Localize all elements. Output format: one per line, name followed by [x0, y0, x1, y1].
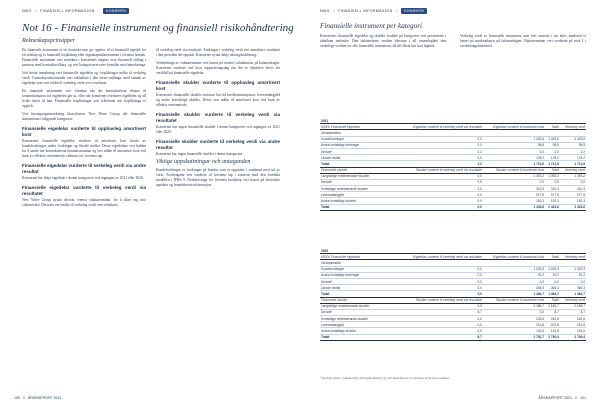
table-cell: 2 433,6 [545, 204, 560, 210]
table-cell: 2 790,4 [560, 334, 586, 340]
table-cell: 0,0 [400, 155, 483, 161]
table-cell: 2,2 [400, 161, 483, 167]
table-cell: 242,6 [545, 316, 560, 322]
right-intro-2: Verkeleg verdi av finansielle instrument som vert omsette i ein aktiv marknad er basert på marknadspris på balansedagen. Valutaterminar vert verdsette på nivå 2 i verdsettingshierarkiet. [460, 34, 586, 48]
table-cell: Derivat* [320, 309, 400, 315]
table-cell: 577,8 [545, 192, 560, 198]
table-cell: 1 433,6 [483, 136, 545, 142]
table-cell: Skulder vurderte til verkeleg verdi via resultatet [400, 167, 483, 173]
table-cell: 0,0 [400, 322, 483, 328]
table-cell: 178,2 [483, 155, 545, 161]
table-cell: Skulder vurderte til amortisert kost [483, 167, 545, 173]
table-cell: 2 433,6 [483, 204, 545, 210]
table-cell: 0,0 [560, 278, 586, 284]
table-cell: 98,8 [560, 142, 586, 148]
table-cell: 0,0 [483, 309, 545, 315]
table-cell: 0,0 [400, 328, 483, 334]
table-cell: 98,8 [483, 142, 545, 148]
table-cell: Leverandørgjeld [320, 322, 400, 328]
table-cell: 8,7 [545, 309, 560, 315]
page-number-right: 101 [580, 396, 586, 400]
table-cell: 152,3 [545, 198, 560, 204]
paragraph: Eit finansielt instrument vert frårekna når dei kontraktsfesta rettane til kontantstraumar frå eigedelen går ut, eller når konsernet overfører eigedelen og all risiko knytt til han. Finansielle forpliktingar vert fråreknna når forpliktinga er oppfylt. [22, 89, 146, 108]
table-cell: 8,7 [400, 334, 483, 340]
paragraph: Konsernet har ikkje eigedelar i denne kategorien ved utgangen av 2021 eller 2020. [22, 176, 144, 180]
table-cell: Verkeleg verdi [560, 124, 586, 130]
table-cell: 2 433,6 [560, 204, 586, 210]
left-column-2 [156, 48, 280, 191]
heading: Finansielle eigedelar vurderte til opphavleg amortisert kost [22, 126, 146, 137]
table-cell: Totalt [320, 334, 400, 340]
table-cell: 0,0 [400, 198, 483, 204]
table-cell: Omløpsmidlar [320, 130, 400, 136]
table-cell: 0,0 [400, 173, 483, 179]
table-cell: Verkeleg verdi [560, 297, 586, 303]
table-cell: 364,3 [483, 285, 545, 291]
table-cell: 2 790,4 [545, 334, 560, 340]
heading: Finansielle skulder vurderte til verkeleg verdi via andre resultat [156, 139, 280, 150]
table-cell: Kortsiktige rentebærande skulder [320, 316, 400, 322]
table-cell: 0,0 [483, 179, 545, 185]
table-cell: 242,6 [483, 316, 545, 322]
table-cell: 91,2 [545, 272, 560, 278]
paragraph: Konsernets finansielle eigedelar vurderte til amortisert kost består av kundefordringar, andre fordringar og likvide midlar. Desse eigedelane vert haldne for å samle inn kontraktsfesta kontantstraumar og vert målte til amortisert kost ved bruk av effektiv rentemetode, redusert for forventa tap. [22, 139, 146, 158]
table-cell: 1 029,3 [483, 266, 545, 272]
table-cell: Kundefordringar [320, 266, 400, 272]
table-cell: 0,0 [400, 291, 483, 297]
table-cell: 0,0 [400, 266, 483, 272]
table-cell: Andre kortsiktige skulder [320, 198, 400, 204]
table-cell: 364,3 [545, 285, 560, 291]
paragraph: Konsernet har ingen finansielle skulder i denne kategorien. [156, 152, 244, 156]
table-cell: Skulder vurderte til amortisert kost [483, 297, 545, 303]
table-cell: 1 433,6 [545, 136, 560, 142]
table-cell: 0,0 [560, 179, 586, 185]
table-cell: 1 710,6 [483, 161, 545, 167]
table-row [320, 334, 586, 340]
table-cell: Verkeleg verdi [560, 254, 586, 260]
table-2020 [320, 248, 586, 341]
table-cell: Totalt [545, 297, 560, 303]
table-cell: 0,0 [400, 186, 483, 192]
table-cell: 1 029,3 [560, 266, 586, 272]
table-cell: 152,3 [483, 198, 545, 204]
table-cell: 577,8 [483, 192, 545, 198]
header-section: FINANSIELL INFORMASJON [40, 9, 95, 13]
paragraph: Verdsettinga av valutaterminar vert basert på noterte valutakursar på balansedagen. Konsernet vurderer ved kvar rapporteringsdag om det er objektive bevis for verdifall på finansielle eigedelar. [156, 61, 280, 75]
table-cell: 131,6 [545, 328, 560, 334]
table-cell: 310,3 [483, 186, 545, 192]
table-cell: 2 185,7 [560, 303, 586, 309]
table-cell: 0,0 [545, 179, 560, 185]
table-cell: Likvide midlar [320, 285, 400, 291]
table-cell: 98,8 [545, 142, 560, 148]
page-header: NWG // FINANSIELL INFORMASJON // KONSERN [22, 8, 129, 14]
table-cell: 221,8 [545, 322, 560, 328]
right-intro-1: Konsernets finansielle eigedelar og skulder fordelte på kategoriar vert presenterte i tabellane nedanfor. Den balanseførte verdien tilsvarar i all vesentlegheit den verkelege verdien for alle finansielle instrument, då dei fleste har kort løpetid. [320, 34, 446, 48]
table-cell: 0,0 [400, 192, 483, 198]
table-cell: 91,2 [560, 272, 586, 278]
table-cell: 0,0 [545, 278, 560, 284]
heading: Finansielle eigedelar vurderte til verkeleg verdi via andre resultat [22, 163, 146, 174]
table-cell: 577,8 [560, 192, 586, 198]
table-cell: 0,0 [400, 278, 483, 284]
left-column-1 [22, 48, 146, 211]
page-subtitle: Rekneskapsprinsipper [22, 38, 75, 44]
table-cell: 1 393,2 [545, 173, 560, 179]
table-year: 2020 [320, 248, 586, 254]
table-cell: 152,3 [560, 198, 586, 204]
table-cell: 1 484,7 [560, 291, 586, 297]
table-cell: 0,0 [400, 136, 483, 142]
table-row [320, 204, 586, 210]
table-cell: Totalt [320, 204, 400, 210]
table-cell: Totalt [545, 124, 560, 130]
table-cell: Derivat* [320, 179, 400, 185]
paragraph: Eit finansielt instrument er eit kontrakt som gir opphav til ei finansiell eigedel for eit selskap og ei finansiell forplikting eller eigenkapitalinstrument i eit anna føretak. Finansielle instrument vert innrekna i konsernets rapport over finansiell stilling i samsvar med kontraktsvilkåra, og vert kategoriserte etter formålet med innrekninga. [22, 48, 146, 67]
table-cell: Andre kortsiktige fordringar [320, 142, 400, 148]
table-cell: Eigedelar vurderte til amortisert kost [483, 254, 545, 260]
table-cell: 0,0 [400, 142, 483, 148]
table-cell: 310,3 [545, 186, 560, 192]
table-cell: 2,2 [560, 148, 586, 154]
table-cell: Eigedelar vurderte til amortisert kost [483, 124, 545, 130]
table-cell: Andre kortsiktige skulder [320, 328, 400, 334]
table-cell: Finansielle skulder [320, 167, 400, 173]
paragraph: Ved førstegongsinnrekning klassifiserar New Wave Group dei finansielle instrumenta i følgjande kategoriar: [22, 112, 146, 121]
table-cell: 1 393,2 [560, 173, 586, 179]
header-sub: KONSERN [103, 8, 129, 14]
table-cell: 1 393,2 [483, 173, 545, 179]
table-cell: 0,0 [400, 303, 483, 309]
table-cell: 91,2 [483, 272, 545, 278]
page-title: Not 16 - Finansielle instrument og finansiell risikohåndtering [22, 22, 294, 34]
table-cell: 1 712,8 [560, 161, 586, 167]
table-cell: 242,6 [560, 316, 586, 322]
table-cell: 0,0 [483, 278, 545, 284]
table-cell: 1 029,3 [545, 266, 560, 272]
table-cell: 131,6 [483, 328, 545, 334]
table-cell: Derivat* [320, 148, 400, 154]
table-cell: 1 712,8 [545, 161, 560, 167]
table-year: 2021 [320, 118, 586, 124]
table-cell: 310,3 [560, 186, 586, 192]
table-cell: 364,3 [560, 285, 586, 291]
table-cell: MSEK Finansielle eigedelar [320, 254, 400, 260]
table-cell: 8,7 [400, 309, 483, 315]
table-cell: 221,8 [560, 322, 586, 328]
table-cell: 2 185,7 [483, 303, 545, 309]
table-cell: Omløpsmidlar [320, 260, 400, 266]
heading: Finansielle skulder vurderte til verkeleg verdi via resultatet [156, 112, 280, 123]
heading: Finansielle eigedelar vurderte til verkeleg verdi via resultatet [22, 185, 146, 196]
table-cell: 0,0 [400, 179, 483, 185]
table-cell: 0,0 [400, 316, 483, 322]
table-cell: Skulder vurderte til verkeleg verdi via resultatet [400, 297, 483, 303]
table-cell: 221,8 [483, 322, 545, 328]
table-cell: Totalt [545, 167, 560, 173]
table-cell: Totalt [320, 291, 400, 297]
heading: Viktige uppskattningar och antaganden [156, 159, 251, 165]
table-cell: Likvide midlar [320, 155, 400, 161]
table-cell: 2 185,7 [545, 303, 560, 309]
table-cell: Eigedelar vurderte til verkeleg verdi via resultatet [400, 124, 483, 130]
table-cell: Derivat* [320, 278, 400, 284]
table-cell: Langsiktige rentebærande skulder [320, 173, 400, 179]
table-cell: Totalt [320, 161, 400, 167]
page-header-right: NWG // FINANSIELL INFORMASJON // KONSERN [320, 8, 427, 14]
table-cell: 0,0 [400, 204, 483, 210]
table-cell: Totalt [545, 254, 560, 260]
table-cell: 2 781,7 [483, 334, 545, 340]
right-page [300, 0, 600, 407]
table-cell: 1 484,7 [545, 291, 560, 297]
table-cell: Eigedelar vurderte til verkeleg verdi via resultatet [400, 254, 483, 260]
table-cell: 2,2 [545, 148, 560, 154]
table-cell: Kundefordringar [320, 136, 400, 142]
table-cell: 8,7 [560, 309, 586, 315]
table-cell: Andre kortsiktige fordringar [320, 272, 400, 278]
table-cell: 0,0 [400, 285, 483, 291]
table-cell: 178,2 [560, 155, 586, 161]
footer-left: 100 // ÅRSRAPPORT 2021 [14, 396, 62, 400]
paragraph: Konsernet har ingen finansielle skulder i denne kategorien ved utgangen av 2021 eller 2020. [156, 125, 280, 134]
header-org: NWG [22, 9, 32, 13]
paragraph: New Wave Group nyttar derivat, fremst valutaterminar, for å sikre seg mot valutarisiko. Derivata vert målte til verkeleg verdi over resultatet. [22, 198, 146, 207]
table-cell: Langsiktige rentebærande skulder [320, 303, 400, 309]
table-2021 [320, 118, 586, 211]
table-cell: 1 433,6 [560, 136, 586, 142]
paragraph: til verkeleg verdi via resultatet. Endringar i verkeleg verdi vert innrekna i resultatet i den perioden dei oppstår. Konsernet nyttar ikkje sikringsbokføring. [156, 48, 280, 57]
table-footnote: * Derivat nyttar i praksis ikkje sikringsbokføring og vert klassifiserte til verkeleg verdi via resultatet. [320, 376, 450, 380]
table-cell: 131,6 [560, 328, 586, 334]
table-cell: Kortsiktige rentebærande skulder [320, 186, 400, 192]
table-cell: Verkeleg verdi [560, 167, 586, 173]
footer-right: ÅRSRAPPORT 2021 // 101 [538, 396, 586, 400]
table-cell: 0,0 [400, 272, 483, 278]
table-cell: Finansielle skulder [320, 297, 400, 303]
table-cell: 178,2 [545, 155, 560, 161]
table-cell: 2,2 [400, 148, 483, 154]
page-number: 100 [14, 396, 20, 400]
report-name: ÅRSRAPPORT 2021 [28, 396, 62, 400]
table-cell: 1 484,7 [483, 291, 545, 297]
table-cell: MSEK Finansielle eigedelar [320, 124, 400, 130]
paragraph: Konsernets finansielle skulder omfattar lån frå kredittinstitusjonar, leverandørgjeld og andre kortsiktige skulder. Desse vert målte til amortisert kost ved bruk av effektiv rentemetode. [156, 93, 280, 107]
paragraph: Kundefordringar er fordringar på kundar som er oppståtte i samband med sal av varer. Fordringane vert vurderte til forventa tap i samsvar med den forenkla modellen i IFRS 9. Nedskrivinga for forventa kredittap vert basert på historiske tapsdata og framtidsretta informasjon. [156, 168, 280, 187]
section-title: Finansielle instrument per kategori [320, 22, 423, 30]
table-cell: 0,0 [483, 148, 545, 154]
paragraph: Ved første innrekning vert finansielle eigedelar og forpliktingar målte til verkeleg verdi. Transaksjonskostnader vert inkluderte i den første målinga, med unntak av eigedelar som vert målte til verkeleg verdi over resultatet. [22, 71, 146, 85]
heading: Finansielle skulder vurderte til opphavleg amortisert kost [156, 80, 280, 91]
table-cell: Leverandørgjeld [320, 192, 400, 198]
